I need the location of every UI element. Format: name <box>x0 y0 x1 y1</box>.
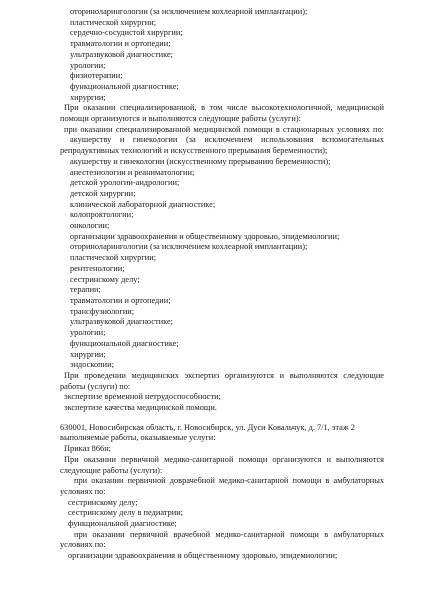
list-item: оториноларингологии (за исключением кохлеарной имплантации); <box>70 7 308 16</box>
paragraph-line: репродуктивных технологий и искусственного прерывания беременности); <box>60 146 328 156</box>
list-mid <box>60 157 384 371</box>
list-item: функциональной диагностике; <box>68 519 177 529</box>
list-top <box>60 7 384 103</box>
list-item: физиотерапии; <box>70 71 123 81</box>
list-item: онкологии; <box>70 221 110 231</box>
paragraph-line: При оказании специализированной, в том числе высокотехнологичной, медицинской <box>64 103 384 113</box>
paragraph-line: При оказании первичной медико-санитарной помощи организуются и выполняются <box>64 454 384 464</box>
list-item: функциональной диагностике; <box>70 81 179 91</box>
list-item: организации здравоохранения и общественному здоровью, эпидемиологии; <box>70 231 340 241</box>
list-item: урологии; <box>70 328 106 338</box>
section-gap <box>60 414 384 423</box>
services-intro: выполняемые работы, оказываемые услуги: <box>60 433 216 443</box>
paragraph-line: при оказании первичной врачебной медико-санитарной помощи в амбулаторных <box>74 529 384 539</box>
list-item: экспертизе временной нетрудоспособности; <box>64 392 221 402</box>
list-item: сердечно-сосудистой хирургии; <box>70 28 183 38</box>
paragraph-line: помощи организуются и выполняются следующие работы (услуги): <box>60 114 301 124</box>
list-item: анестезиологии и реаниматологии; <box>70 167 195 177</box>
list-item: хирургии; <box>70 92 106 102</box>
list-item: организации здравоохранения и общественному здоровью, эпидемиологии; <box>68 551 338 561</box>
list-item: сестринскому делу; <box>68 497 138 507</box>
list-item: ультразвуковой диагностике; <box>70 317 173 327</box>
paragraph-line: условиях по: <box>60 540 106 550</box>
paragraph-line: работы (услуги) по: <box>60 381 131 391</box>
list-item: урологии; <box>70 60 106 70</box>
list-item: ультразвуковой диагностике; <box>70 49 173 59</box>
paragraph-line: следующие работы (услуги): <box>60 465 163 475</box>
list-item: детской хирургии; <box>70 188 136 198</box>
paragraph-line: акушерству и гинекологии (за исключением использования вспомогательных <box>70 135 384 145</box>
list-item: хирургии; <box>70 349 106 359</box>
list-item: экспертизе качества медицинской помощи. <box>64 403 217 413</box>
list-item: оториноларингологии (за исключением кохлеарной имплантации); <box>70 242 308 252</box>
list-item: колопроктологии; <box>70 210 134 220</box>
list-item: рентгенологии; <box>70 263 125 273</box>
list-item: клинической лабораторной диагностике; <box>70 199 216 209</box>
list-item: трансфузиологии; <box>70 306 135 316</box>
list-item: травматологии и ортопедии; <box>70 39 171 49</box>
order-line: Приказ 866н; <box>64 444 111 454</box>
list-item: акушерству и гинекологии (искусственному прерыванию беременности); <box>70 156 331 166</box>
list-item: пластической хирургии; <box>70 17 157 27</box>
list-item: терапии; <box>70 285 101 295</box>
list-item: детской урологии-андрологии; <box>70 178 180 188</box>
paragraph-line: При проведении медицинских экспертиз организуются и выполняются следующие <box>64 370 384 380</box>
address-line: 630001, Новосибирская область, г. Новосибирск, ул. Дуси Ковальчук, д. 7/1, этаж 2 <box>60 422 355 432</box>
list-item: функциональной диагностике; <box>70 338 179 348</box>
list-item: сестринскому делу; <box>70 274 140 284</box>
paragraph-line: условиях по: <box>60 486 106 496</box>
list-pre <box>60 498 384 530</box>
paragraph-line: при оказании специализированной медицинской помощи в стационарных условиях по: <box>64 124 384 134</box>
list-item: пластической хирургии; <box>70 253 157 263</box>
list-item: эндоскопии; <box>70 360 114 370</box>
list-item: травматологии и ортопедии; <box>70 295 171 305</box>
paragraph-line: при оказании первичной доврачебной медико-санитарной помощи в амбулаторных <box>74 476 384 486</box>
list-item: сестринскому делу в педиатрии; <box>68 508 183 518</box>
